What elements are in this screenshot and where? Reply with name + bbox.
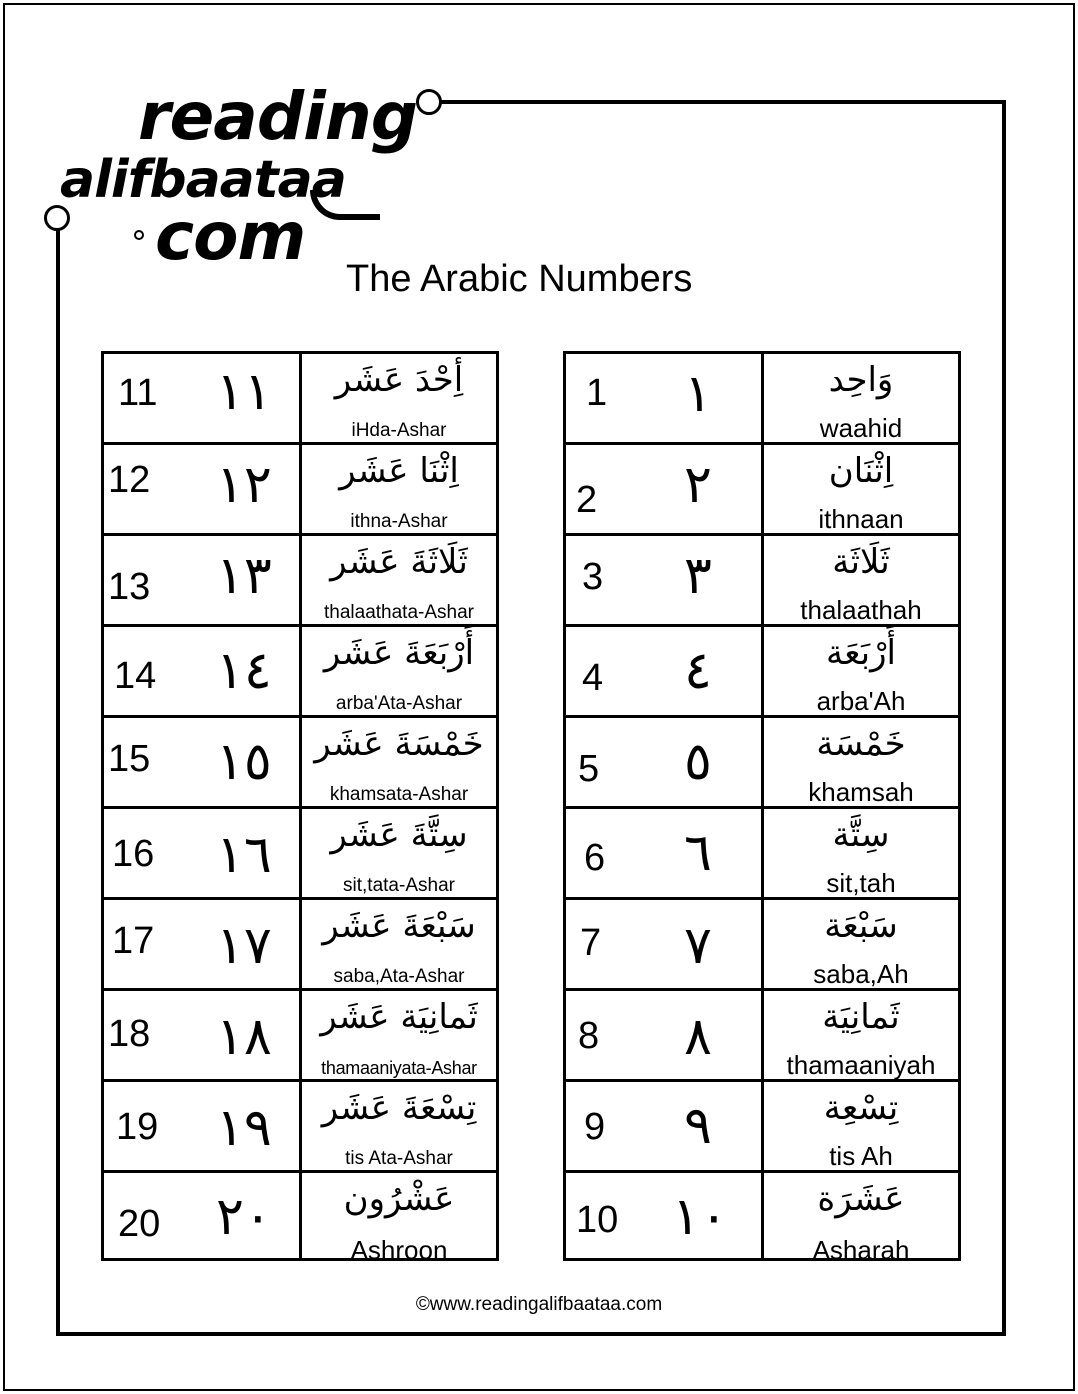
arabic-number-word: خَمْسَة xyxy=(816,724,906,764)
frame-right-line xyxy=(1002,100,1006,1336)
table-row xyxy=(566,536,958,627)
arabic-number-word: تِسْعَةَ عَشَر xyxy=(321,1088,477,1128)
logo-line-com: com xyxy=(155,198,306,275)
arabic-number-word: سِتَّةَ عَشَر xyxy=(330,815,468,855)
western-number: 17 xyxy=(112,920,155,962)
transliteration: ithna-Ashar xyxy=(350,511,448,532)
transliteration: thamaaniyah xyxy=(786,1050,936,1080)
transliteration: arba'Ata-Ashar xyxy=(335,693,463,714)
eastern-arabic-numeral: ١٥ xyxy=(216,732,272,792)
western-number: 3 xyxy=(582,556,604,598)
table-row xyxy=(104,809,496,900)
eastern-arabic-numeral: ٦ xyxy=(684,823,712,883)
transliteration: saba,Ata-Ashar xyxy=(333,966,465,987)
western-number: 11 xyxy=(118,372,158,414)
transliteration: Asharah xyxy=(812,1235,910,1265)
eastern-arabic-numeral: ٥ xyxy=(684,732,712,792)
eastern-arabic-numeral: ٩ xyxy=(684,1096,712,1156)
transliteration: thamaaniyata-Ashar xyxy=(321,1058,477,1078)
eastern-arabic-numeral: ١٠ xyxy=(672,1187,728,1247)
western-number: 5 xyxy=(578,748,600,790)
table-row xyxy=(566,718,958,809)
arabic-number-word: ثَلَاثَة xyxy=(832,542,890,582)
transliteration: Ashroon xyxy=(350,1235,448,1265)
arabic-number-word: أَرْبَعَةَ عَشَر xyxy=(323,633,475,673)
transliteration: khamsata-Ashar xyxy=(329,784,469,805)
eastern-arabic-numeral: ١٨ xyxy=(216,1007,272,1067)
transliteration: ithnaan xyxy=(818,504,904,534)
western-number: 20 xyxy=(118,1203,161,1245)
transliteration: waahid xyxy=(819,413,903,443)
western-number: 9 xyxy=(584,1106,606,1148)
eastern-arabic-numeral: ١٤ xyxy=(216,641,272,701)
logo-line-alifbaataa: alifbaataa xyxy=(60,150,346,210)
eastern-arabic-numeral: ٢ xyxy=(684,455,712,515)
arabic-number-word: عَشَرَة xyxy=(817,1179,905,1219)
transliteration: sit,tata-Ashar xyxy=(343,875,455,896)
table-row xyxy=(566,1173,958,1264)
table-row xyxy=(104,1082,496,1173)
western-number: 1 xyxy=(586,372,608,414)
frame-top-line xyxy=(440,100,1006,104)
logo-line-reading: reading xyxy=(138,78,417,155)
logo-swash xyxy=(310,190,380,220)
western-number: 8 xyxy=(578,1015,600,1057)
logo-dot xyxy=(134,230,144,240)
table-row xyxy=(104,445,496,536)
western-number: 7 xyxy=(580,922,602,964)
table-row xyxy=(104,991,496,1082)
arabic-number-word: خَمْسَةَ عَشَر xyxy=(314,724,484,764)
western-number: 16 xyxy=(112,833,155,875)
table-row xyxy=(566,354,958,445)
western-number: 12 xyxy=(108,459,151,501)
transliteration: tis Ata-Ashar xyxy=(345,1148,453,1169)
frame-bottom-line xyxy=(56,1332,1006,1336)
western-number: 14 xyxy=(114,655,157,697)
transliteration: arba'Ah xyxy=(816,686,906,716)
arabic-number-word: اِثْنَان xyxy=(828,451,894,491)
table-row xyxy=(566,1082,958,1173)
western-number: 18 xyxy=(108,1013,151,1055)
arabic-number-word: سِتَّة xyxy=(832,815,890,855)
table-row xyxy=(104,900,496,991)
table-row xyxy=(566,900,958,991)
transliteration: saba,Ah xyxy=(813,959,909,989)
table-row xyxy=(566,991,958,1082)
table-row xyxy=(104,1173,496,1264)
western-number: 13 xyxy=(108,566,151,608)
western-number: 6 xyxy=(584,837,606,879)
table-row xyxy=(566,445,958,536)
arabic-number-word: ثَمانِيَة عَشَر xyxy=(320,997,478,1037)
western-number: 4 xyxy=(582,657,604,699)
table-row xyxy=(104,627,496,718)
eastern-arabic-numeral: ٨ xyxy=(684,1007,712,1067)
arabic-number-word: وَاحِد xyxy=(828,360,894,400)
arabic-number-word: سَبْعَة xyxy=(824,906,898,946)
transliteration: khamsah xyxy=(808,777,914,807)
eastern-arabic-numeral: ٤ xyxy=(684,641,712,701)
eastern-arabic-numeral: ١١ xyxy=(216,362,272,422)
table-row xyxy=(104,354,496,445)
arabic-number-word: عَشْرُون xyxy=(343,1179,455,1219)
transliteration: sit,tah xyxy=(826,868,896,898)
arabic-number-word: ثَلَاثَةَ عَشَر xyxy=(330,542,468,582)
eastern-arabic-numeral: ٧ xyxy=(684,916,712,976)
transliteration: thalaathah xyxy=(800,595,922,625)
transliteration: thalaathata-Ashar xyxy=(324,602,474,623)
eastern-arabic-numeral: ٢٠ xyxy=(216,1187,272,1247)
numbers-table-1-10 xyxy=(563,351,961,1265)
eastern-arabic-numeral: ٣ xyxy=(684,546,712,606)
arabic-number-word: ثَمانِيَة xyxy=(822,997,900,1037)
eastern-arabic-numeral: ١٩ xyxy=(216,1098,272,1158)
transliteration: tis Ah xyxy=(829,1141,893,1171)
eastern-arabic-numeral: ١٢ xyxy=(216,455,272,515)
western-number: 19 xyxy=(116,1106,159,1148)
eastern-arabic-numeral: ١٦ xyxy=(216,825,272,885)
western-number: 10 xyxy=(576,1199,619,1241)
arabic-number-word: أَرْبَعَة xyxy=(826,633,896,673)
arabic-number-word: اِثْنَا عَشَر xyxy=(339,451,459,491)
table-row xyxy=(566,809,958,900)
eastern-arabic-numeral: ١٣ xyxy=(216,546,272,606)
site-logo xyxy=(60,70,420,275)
arabic-number-word: تِسْعِة xyxy=(823,1088,899,1128)
arabic-number-word: سَبْعَةَ عَشَر xyxy=(322,906,476,946)
western-number: 2 xyxy=(576,479,598,521)
table-row xyxy=(566,627,958,718)
arabic-number-word: أِحْدَ عَشَر xyxy=(334,360,464,400)
frame-left-line xyxy=(56,230,60,1336)
table-row xyxy=(104,718,496,809)
numbers-table-11-20 xyxy=(101,351,499,1265)
eastern-arabic-numeral: ١٧ xyxy=(216,916,272,976)
western-number: 15 xyxy=(108,738,151,780)
page-title: The Arabic Numbers xyxy=(346,258,693,300)
transliteration: iHda-Ashar xyxy=(351,420,447,441)
table-row xyxy=(104,536,496,627)
footer-copyright: ©www.readingalifbaataa.com xyxy=(415,1294,663,1315)
eastern-arabic-numeral: ١ xyxy=(684,364,712,424)
